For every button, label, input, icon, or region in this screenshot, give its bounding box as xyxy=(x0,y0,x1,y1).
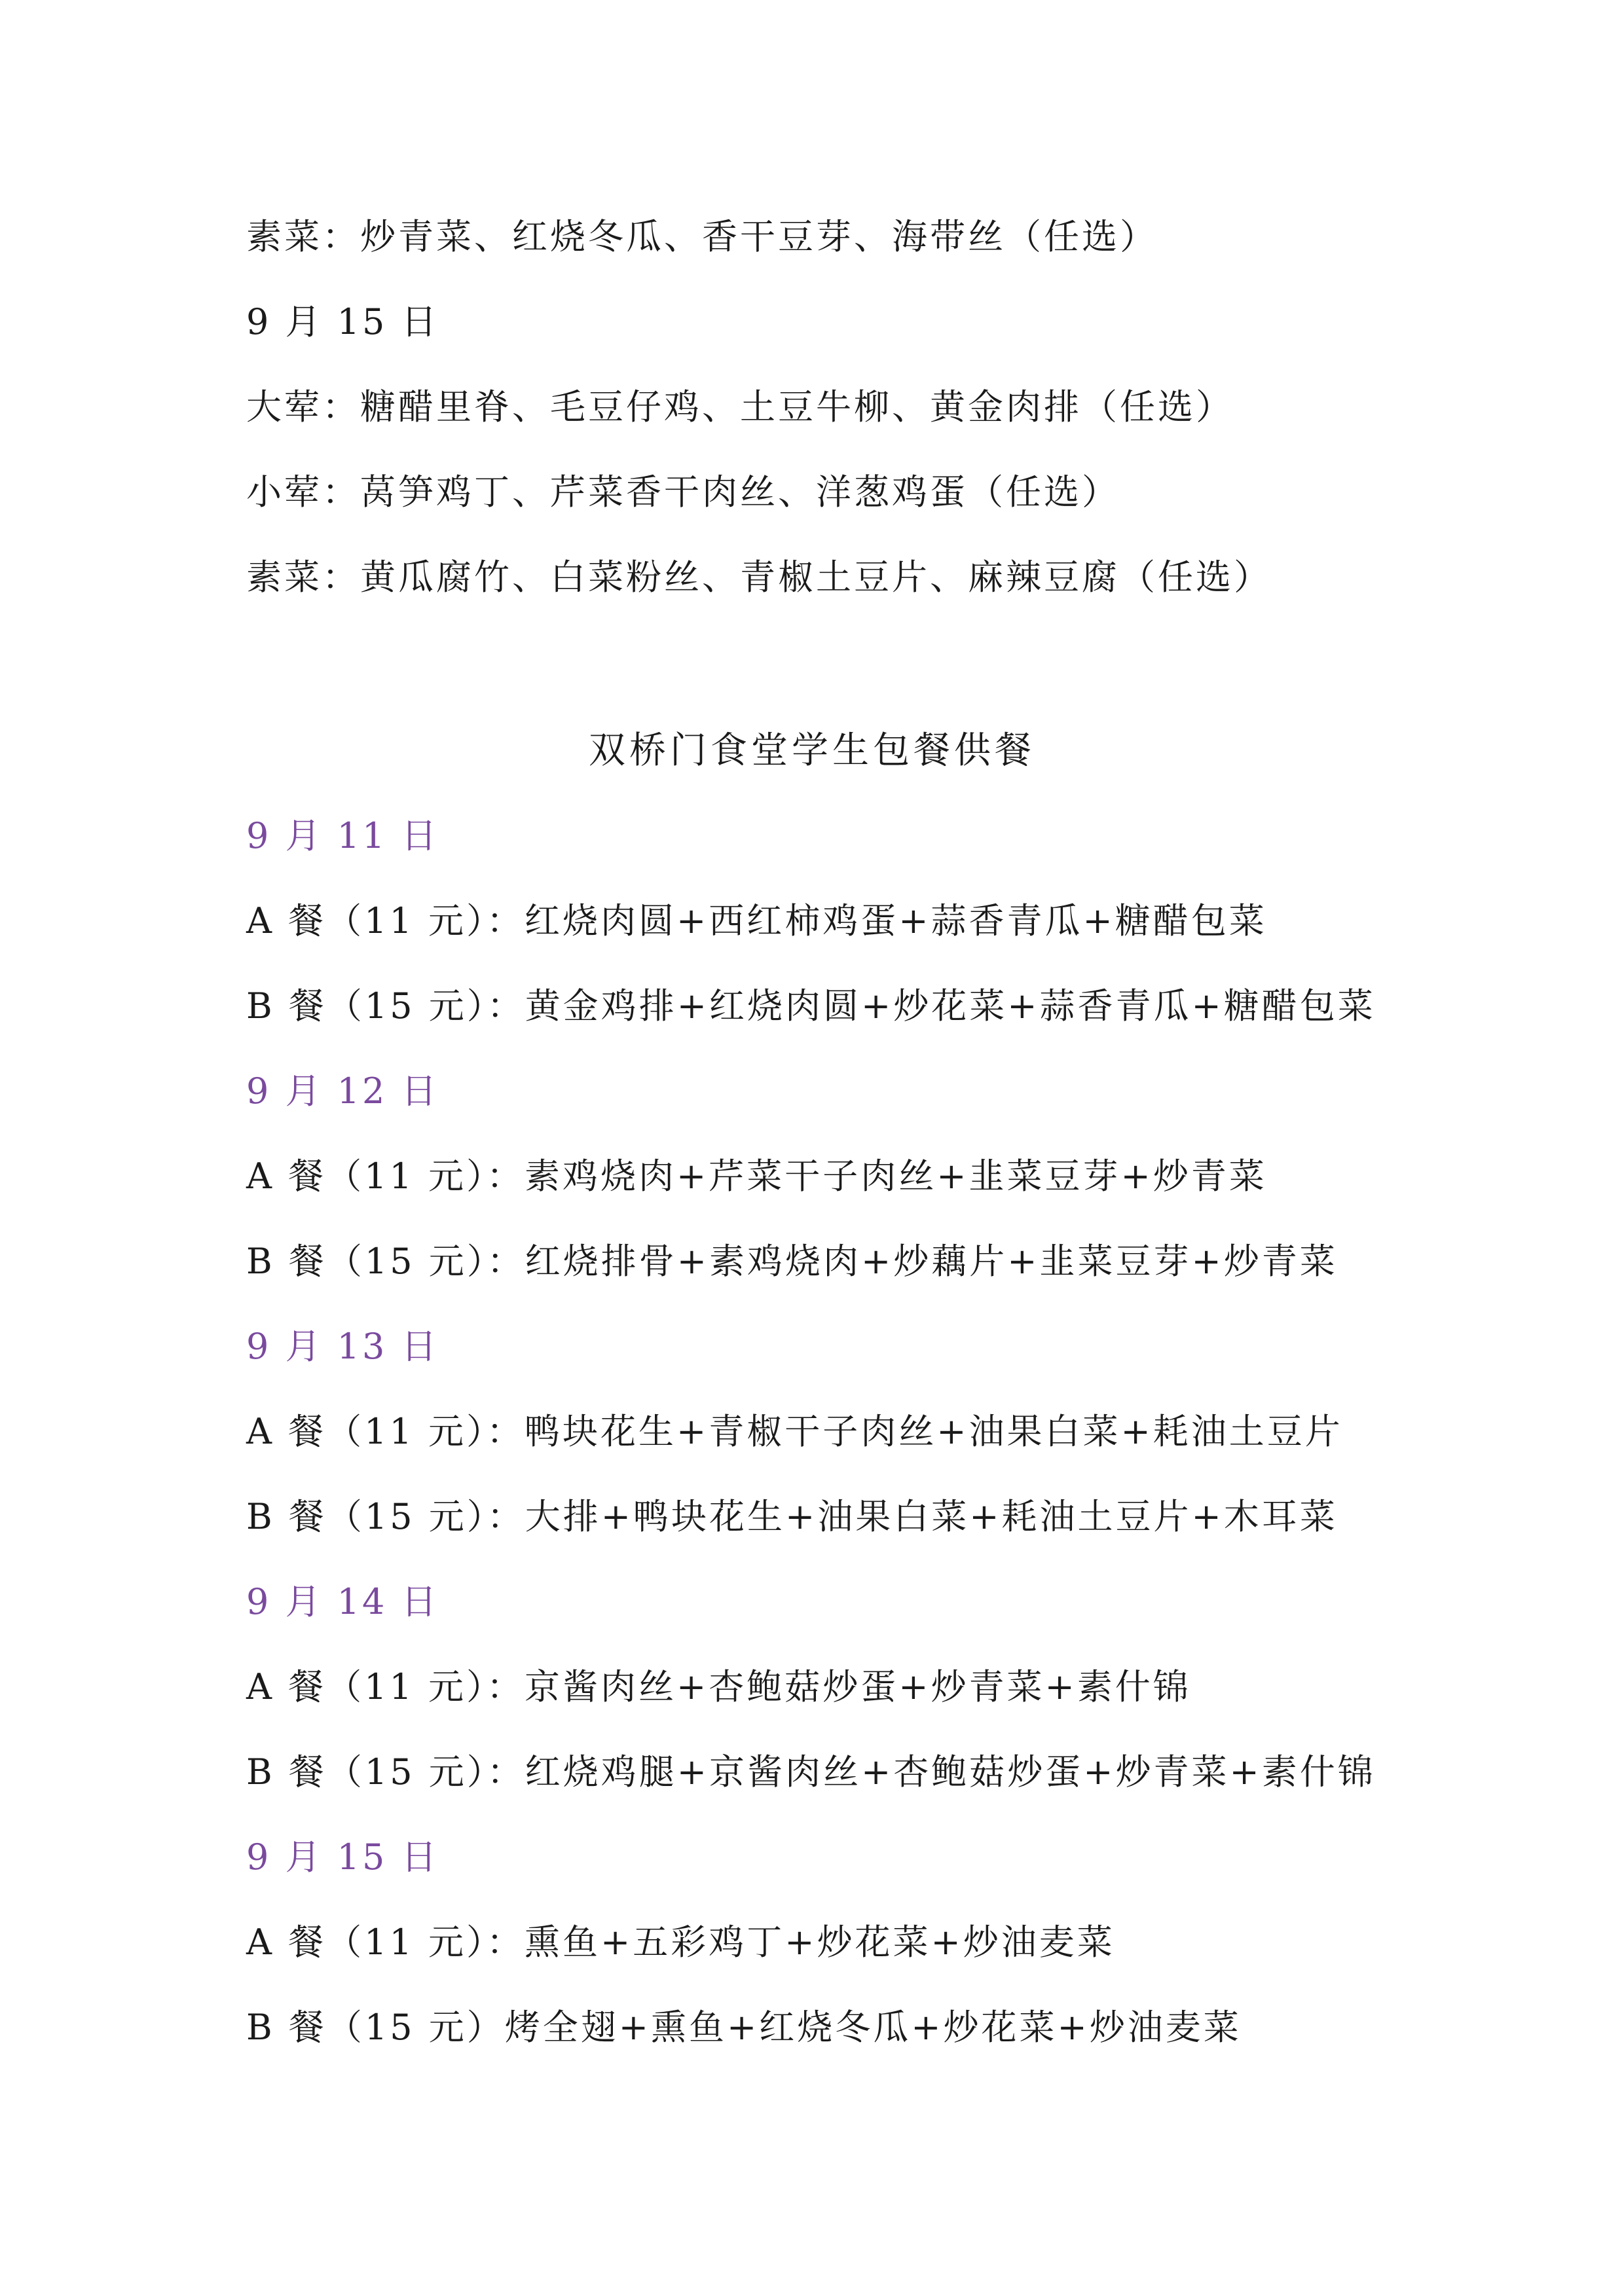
meal-b-line: B 餐（15 元）：红烧鸡腿+京酱肉丝+杏鲍菇炒蛋+炒青菜+素什锦 xyxy=(246,1751,1376,1793)
meal-b-line: B 餐（15 元）烤全翅+熏鱼+红烧冬瓜+炒花菜+炒油麦菜 xyxy=(246,2007,1242,2048)
vegetable-options-line: 素菜：炒青菜、红烧冬瓜、香干豆芽、海带丝（任选） xyxy=(246,216,1158,257)
date-label: 9 月 15 日 xyxy=(246,301,439,342)
meal-a-line: A 餐（11 元）：熏鱼+五彩鸡丁+炒花菜+炒油麦菜 xyxy=(246,1922,1115,1963)
big-meat-options-line: 大荤：糖醋里脊、毛豆仔鸡、土豆牛柳、黄金肉排（任选） xyxy=(246,386,1234,428)
day-date: 9 月 15 日 xyxy=(246,1836,439,1878)
meal-a-line: A 餐（11 元）：素鸡烧肉+芹菜干子肉丝+韭菜豆芽+炒青菜 xyxy=(246,1156,1267,1197)
day-date: 9 月 14 日 xyxy=(246,1581,439,1622)
day-date: 9 月 13 日 xyxy=(246,1326,439,1367)
meal-b-line: B 餐（15 元）：红烧排骨+素鸡烧肉+炒藕片+韭菜豆芽+炒青菜 xyxy=(246,1241,1338,1282)
day-date: 9 月 12 日 xyxy=(246,1070,439,1112)
small-meat-options-line: 小荤：莴笋鸡丁、芹菜香干肉丝、洋葱鸡蛋（任选） xyxy=(246,471,1120,513)
vegetable-options-line-2: 素菜：黄瓜腐竹、白菜粉丝、青椒土豆片、麻辣豆腐（任选） xyxy=(246,556,1272,598)
meal-b-line: B 餐（15 元）：大排+鸭块花生+油果白菜+耗油土豆片+木耳菜 xyxy=(246,1496,1338,1537)
meal-a-line: A 餐（11 元）：鸭块花生+青椒干子肉丝+油果白菜+耗油土豆片 xyxy=(246,1411,1343,1452)
meal-a-line: A 餐（11 元）：京酱肉丝+杏鲍菇炒蛋+炒青菜+素什锦 xyxy=(246,1666,1191,1707)
day-date: 9 月 11 日 xyxy=(246,815,439,856)
meal-b-line: B 餐（15 元）：黄金鸡排+红烧肉圆+炒花菜+蒜香青瓜+糖醋包菜 xyxy=(246,985,1376,1027)
section-title: 双桥门食堂学生包餐供餐 xyxy=(589,729,1035,772)
meal-a-line: A 餐（11 元）：红烧肉圆+西红柿鸡蛋+蒜香青瓜+糖醋包菜 xyxy=(246,900,1267,941)
